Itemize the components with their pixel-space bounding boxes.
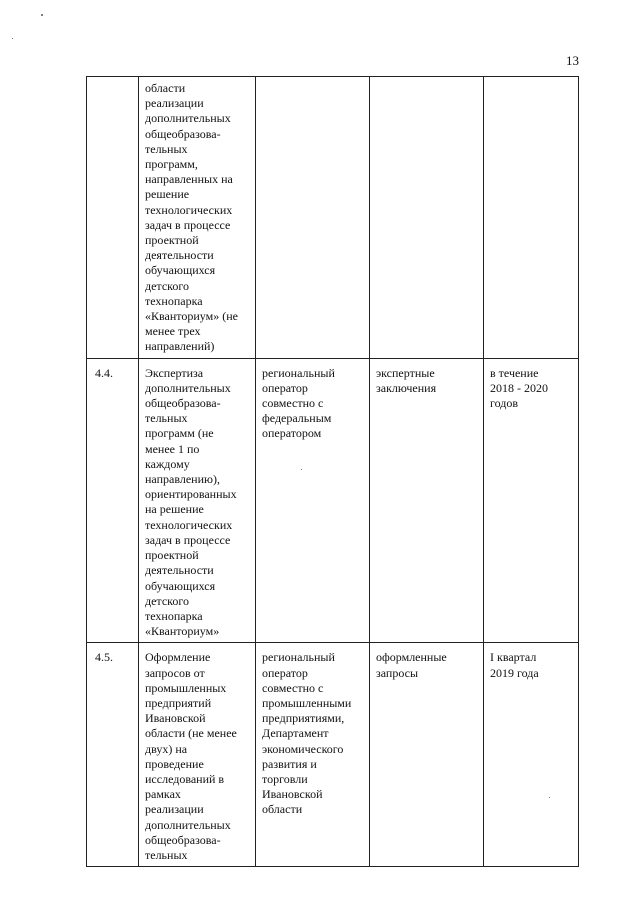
item-responsible: региональный оператор совместно с промышленными предприятиями, Департамент экономического развития и торговли Ивановской области <box>256 643 370 867</box>
item-responsible <box>256 77 370 359</box>
item-responsible: региональный оператор совместно с федеральным оператором <box>256 358 370 643</box>
item-result: оформленные запросы <box>370 643 484 867</box>
plan-table <box>86 76 579 867</box>
item-deadline: I квартал 2019 года <box>484 643 579 867</box>
item-deadline: в течение 2018 - 2020 годов <box>484 358 579 643</box>
item-description: Оформление запросов от промышленных предприятий Ивановской области (не менее двух) на проведение исследований в рамках реализации дополнительных общеобразова- тельных <box>139 643 256 867</box>
table-row <box>87 77 579 359</box>
table-row <box>87 643 579 867</box>
item-deadline <box>484 77 579 359</box>
scan-speck <box>41 14 43 16</box>
item-number: 4.5. <box>87 643 139 867</box>
table-row <box>87 358 579 643</box>
item-number: 4.4. <box>87 358 139 643</box>
item-result <box>370 77 484 359</box>
page-number: 13 <box>566 53 579 68</box>
item-description: области реализации дополнительных общеобразова- тельных программ, направленных на решение технологических задач в процессе проектной деятельности обучающихся детского технопарка «Кванториум» (не менее трех направлений) <box>139 77 256 359</box>
item-number <box>87 77 139 359</box>
item-result: экспертные заключения <box>370 358 484 643</box>
item-description: Экспертиза дополнительных общеобразова- тельных программ (не менее 1 по каждому направлению), ориентированных на решение технологических задач в процессе проектной деятельности обучающихся детского технопарка «Кванториум» <box>139 358 256 643</box>
scan-speck <box>12 38 13 39</box>
